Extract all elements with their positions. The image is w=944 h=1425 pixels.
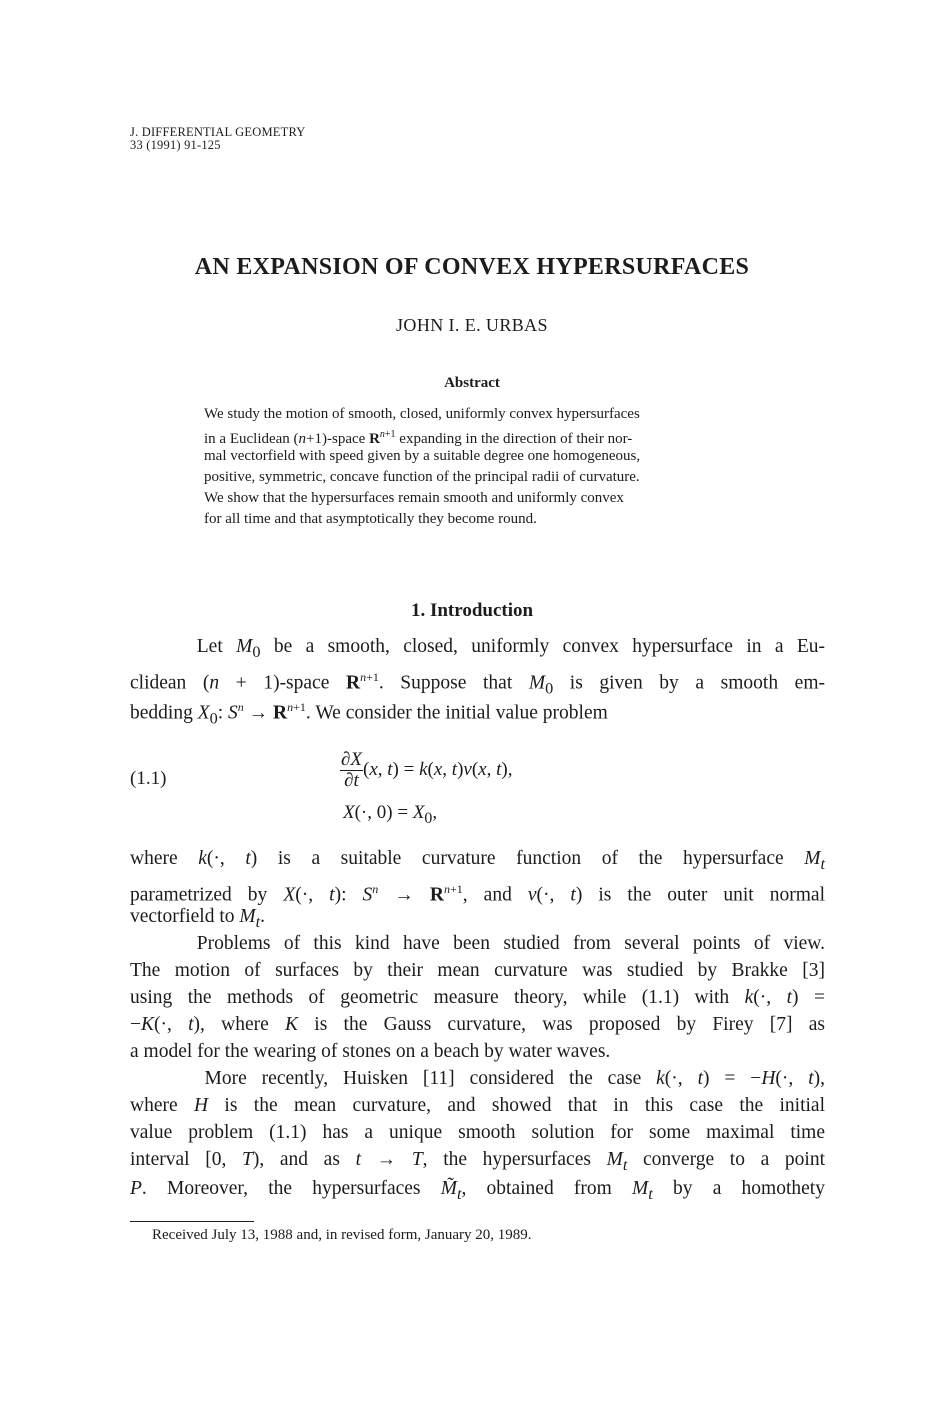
footnote: Received July 13, 1988 and, in revised form, January 20, 1989. <box>152 1227 532 1243</box>
body-line: More recently, Huisken [11] considered the case k(·, t) = −H(·, t), <box>130 1068 825 1089</box>
body-line: P. Moreover, the hypersurfaces $M̃_t$, obtained from $M_t$ by a homothety <box>130 1178 825 1203</box>
equation-line-1: $\frac{\partial X}{\partial t}$ (x, t) = k(x, t)ν(x, t), <box>341 749 513 791</box>
journal-header <box>130 126 306 152</box>
body-line: Problems of this kind have been studied from several points of view. <box>130 933 825 954</box>
footnote-rule <box>130 1221 254 1222</box>
body-line: The motion of surfaces by their mean curvature was studied by Brakke [3] <box>130 960 825 981</box>
abstract-line: We study the motion of smooth, closed, uniformly convex hypersurfaces <box>204 406 640 422</box>
equation-line-2: X(·, $0) = X_0$, <box>343 802 438 827</box>
paper-author: JOHN I. E. URBAS <box>396 315 548 335</box>
body-line: Let $M_0$ be a smooth, closed, uniformly convex hypersurface in a Eu- <box>130 636 825 661</box>
body-line: clidean (n + 1)-space $R^{n+1}$. Suppose that $M_0$ is given by a smooth em- <box>130 670 825 698</box>
abstract-line: in a Euclidean (n+1)-space $R^{n+1}$ expanding in the direction of their nor- <box>204 429 633 447</box>
abstract-line: positive, symmetric, concave function of the principal radii of curvature. <box>204 469 640 485</box>
body-line: where H is the mean curvature, and showed that in this case the initial <box>130 1095 825 1116</box>
body-line: vectorfield to $M_t$. <box>130 906 266 931</box>
body-line: interval [0, T), and as t → T, the hypersurfaces $M_t$ converge to a point <box>130 1149 825 1174</box>
paper-title: AN EXPANSION OF CONVEX HYPERSURFACES <box>194 254 750 280</box>
abstract-line: for all time and that asymptotically they become round. <box>204 511 537 527</box>
journal-name: J. DIFFERENTIAL GEOMETRY <box>130 125 306 139</box>
body-line: −K(·, t), where K is the Gauss curvature, was proposed by Firey [7] as <box>130 1014 825 1035</box>
body-line: a model for the wearing of stones on a beach by water waves. <box>130 1041 611 1062</box>
body-line: where k(·, t) is a suitable curvature function of the hypersurface $M_t$ <box>130 848 825 873</box>
abstract-heading: Abstract <box>444 375 500 391</box>
body-line: parametrized by X(·, t): $S^n \to R^{n+1}$, and ν(·, t) is the outer unit normal <box>130 882 825 906</box>
body-line: value problem (1.1) has a unique smooth solution for some maximal time <box>130 1122 825 1143</box>
body-line: using the methods of geometric measure theory, while (1.1) with k(·, t) = <box>130 987 825 1008</box>
equation-label: (1.1) <box>130 768 167 789</box>
abstract-line: mal vectorfield with speed given by a suitable degree one homogeneous, <box>204 448 641 464</box>
section-heading: 1. Introduction <box>410 600 534 621</box>
abstract-line: We show that the hypersurfaces remain smooth and uniformly convex <box>204 490 624 506</box>
journal-volume: 33 (1991) 91-125 <box>130 138 221 152</box>
body-line: bedding $X_0$: $S^n \to R^{n+1}$. We consider the initial value problem <box>130 700 608 728</box>
